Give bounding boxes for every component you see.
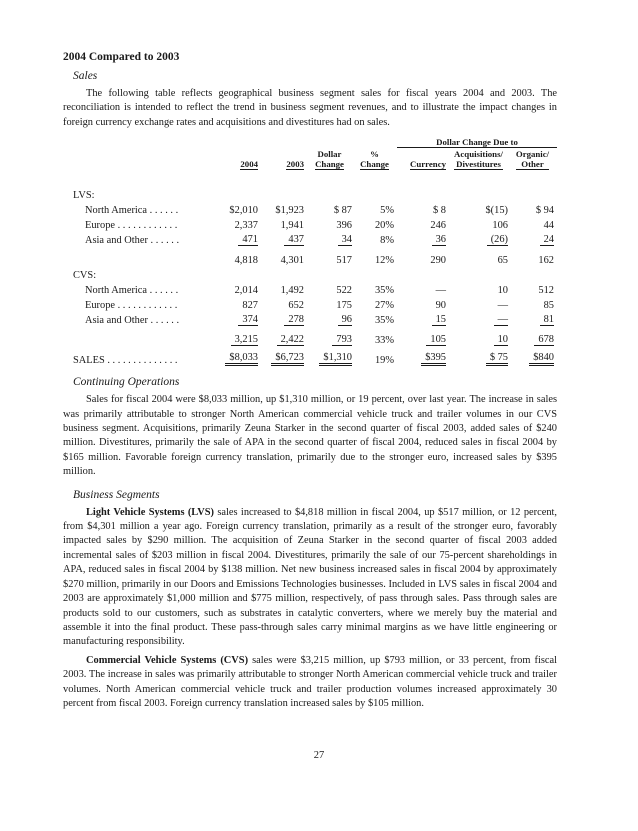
table-total-row bbox=[63, 246, 557, 266]
cell-pct: 19% bbox=[374, 355, 394, 367]
lvs-total-row bbox=[63, 246, 557, 266]
cell-acq: 65 bbox=[497, 255, 508, 267]
cell-dollar: 34 bbox=[307, 231, 355, 246]
table-group-header-row bbox=[63, 137, 557, 149]
cell-pct: 12% bbox=[374, 255, 394, 267]
cell-acq: 10 bbox=[449, 326, 511, 346]
row-label: North America . . . . . . bbox=[85, 205, 179, 217]
section-heading: 2004 Compared to 2003 bbox=[63, 51, 180, 63]
cell-pct: 35% bbox=[374, 315, 394, 327]
cell-pct: 33% bbox=[374, 335, 394, 347]
sales-total-row bbox=[63, 346, 557, 366]
row-label: North America . . . . . . bbox=[85, 285, 179, 297]
page-number: 27 bbox=[313, 750, 325, 761]
cell-dollar: 396 bbox=[336, 220, 352, 232]
cell-dollar: 517 bbox=[336, 255, 352, 267]
lvs-text: sales increased to $4,818 million in fiscal 2004, up $517 million, or 12 percent, from $4,301 million a year ago. Foreign currency translation, primarily as a result of the stronger euro, favorably impacted sales by $290 million. The acquisition of Zeuna Starker in the second quarter of fiscal 2003 added incremental sales of $203 million in fiscal 2004. Divestitures, primarily the sale of our 75-percent shareholdings in APA, reduced sales in fiscal 2004 by $138 million. Net new business increased sales in fiscal 2004 by approximately $270 million, primarily in our Doors and Emissions Technologies businesses. Included in LVS sales in fiscal 2004 and 2003 are approximately $1,000 million and $775 million, respectively, of pass through sales. Pass through sales are products sold to our customers, such as substrates in catalytic converters, where we merely buy the material and assemble it into the final product. These pass-through sales carry minimal margins as we have little engineering or manufacturing responsibility. bbox=[63, 506, 557, 648]
sales-table bbox=[63, 137, 557, 366]
cell-dollar: 793 bbox=[307, 326, 355, 346]
cvs-bold-lead: Commercial Vehicle Systems (CVS) bbox=[86, 654, 249, 666]
col-acquisitions: Acquisitions/ Divestitures bbox=[454, 149, 503, 170]
col-currency: Currency bbox=[410, 159, 446, 170]
cell-acq: $ 75 bbox=[449, 346, 511, 366]
cell-dollar: $1,310 bbox=[307, 346, 355, 366]
cell-v2004: 471 bbox=[211, 231, 261, 246]
table-total-row bbox=[63, 346, 557, 366]
cell-v2003: 437 bbox=[261, 231, 307, 246]
row-label: Asia and Other . . . . . . bbox=[85, 235, 180, 247]
cell-acq: — bbox=[497, 300, 508, 312]
cell-v2003: $1,923 bbox=[275, 205, 304, 217]
cell-currency: 105 bbox=[397, 326, 449, 346]
cell-v2004: 827 bbox=[242, 300, 258, 312]
table-header-row bbox=[63, 149, 557, 171]
cell-dollar: $ 87 bbox=[333, 205, 352, 217]
cell-v2003: 2,422 bbox=[261, 326, 307, 346]
row-label bbox=[63, 326, 211, 346]
cell-pct: 27% bbox=[374, 300, 394, 312]
row-label: SALES . . . . . . . . . . . . . . bbox=[73, 355, 178, 367]
cell-v2004: 2,014 bbox=[234, 285, 258, 297]
cvs-total-row bbox=[63, 326, 557, 346]
cell-pct: 8% bbox=[380, 235, 394, 247]
table-row bbox=[63, 201, 557, 216]
lvs-bold-lead: Light Vehicle Systems (LVS) bbox=[86, 506, 215, 518]
continuing-paragraph: Sales for fiscal 2004 were $8,033 million, up $1,310 million, or 19 percent, over last year. The increase in sales was primarily attributable to stronger North American commercial vehicle truck and trailer volumes in our CVS business segment. Acquisitions, primarily Zeuna Starker in the second quarter of fiscal 2003, added sales of $240 million. Divestitures, primarily the sale of APA in the second quarter of fiscal 2004, reduced sales in fiscal 2004 by $165 million. Favorable foreign currency translation, primarily due to the stronger euro, increased sales by $395 million. bbox=[63, 394, 557, 478]
cell-org: 512 bbox=[538, 285, 554, 297]
cell-org: 24 bbox=[511, 231, 557, 246]
cvs-rows bbox=[63, 281, 557, 326]
cell-currency: $ 8 bbox=[433, 205, 446, 217]
cell-currency: 90 bbox=[435, 300, 446, 312]
cell-pct: 35% bbox=[374, 285, 394, 297]
cell-pct: 5% bbox=[380, 205, 394, 217]
col-organic: Organic/ Other bbox=[515, 149, 550, 170]
cell-org: 44 bbox=[543, 220, 554, 232]
row-label: Europe . . . . . . . . . . . . bbox=[85, 220, 178, 232]
group-header: Dollar Change Due to bbox=[397, 137, 557, 149]
cell-acq: 106 bbox=[492, 220, 508, 232]
cell-v2004: 374 bbox=[211, 311, 261, 326]
sales-heading: Sales bbox=[73, 70, 98, 82]
lvs-rows bbox=[63, 201, 557, 246]
col-dollar-change: Dollar Change bbox=[315, 149, 344, 170]
table-total-row bbox=[63, 326, 557, 346]
col-2003: 2003 bbox=[286, 159, 304, 170]
cell-currency: 36 bbox=[397, 231, 449, 246]
table-row bbox=[63, 281, 557, 296]
cell-dollar: 175 bbox=[336, 300, 352, 312]
cell-org: $840 bbox=[511, 346, 557, 366]
cell-currency: — bbox=[435, 285, 446, 297]
cell-acq: — bbox=[449, 311, 511, 326]
table-row bbox=[63, 216, 557, 231]
cell-currency: 15 bbox=[397, 311, 449, 326]
segments-heading: Business Segments bbox=[73, 488, 160, 501]
lvs-label-row bbox=[63, 186, 557, 201]
cell-v2003: $6,723 bbox=[261, 346, 307, 366]
row-label bbox=[63, 246, 211, 266]
cvs-label-row bbox=[63, 266, 557, 281]
cell-org: 678 bbox=[511, 326, 557, 346]
cvs-text: sales were $3,215 million, up $793 million, or 33 percent, from fiscal 2003. The increase in sales was primarily attributable to stronger North American commercial vehicle truck and trailer volumes. North American commercial vehicle truck and trailer production volumes increased approximately 30 percent from fiscal 2003. Foreign currency translation increased sales by $105 million. bbox=[63, 654, 557, 709]
cell-dollar: 522 bbox=[336, 285, 352, 297]
segment-label: LVS: bbox=[73, 190, 95, 202]
lvs-paragraph bbox=[63, 506, 557, 650]
cell-v2003: 4,301 bbox=[280, 255, 304, 267]
cell-v2004: 4,818 bbox=[234, 255, 258, 267]
cell-v2003: 1,941 bbox=[280, 220, 304, 232]
cell-v2003: 278 bbox=[261, 311, 307, 326]
cell-currency: $395 bbox=[397, 346, 449, 366]
table-row bbox=[63, 311, 557, 326]
cell-v2004: $8,033 bbox=[211, 346, 261, 366]
continuing-heading: Continuing Operations bbox=[73, 376, 180, 389]
document-page bbox=[63, 50, 557, 711]
cell-v2003: 1,492 bbox=[280, 285, 304, 297]
cell-acq: 10 bbox=[497, 285, 508, 297]
cell-dollar: 96 bbox=[307, 311, 355, 326]
row-label: Asia and Other . . . . . . bbox=[85, 315, 180, 327]
table-row bbox=[63, 231, 557, 246]
cell-v2003: 652 bbox=[288, 300, 304, 312]
intro-paragraph: The following table reflects geographical business segment sales for fiscal years 2004 and 2003. The reconciliation is intended to reflect the trend in business segment revenues, and to illustrate the impact changes in foreign currency exchange rates and acquisitions and divestitures had on sales. bbox=[63, 88, 557, 128]
cell-org: 81 bbox=[511, 311, 557, 326]
cell-pct: 20% bbox=[374, 220, 394, 232]
cell-v2004: $2,010 bbox=[229, 205, 258, 217]
segment-label: CVS: bbox=[73, 270, 97, 282]
cell-org: 162 bbox=[538, 255, 554, 267]
col-2004: 2004 bbox=[240, 159, 258, 170]
cell-v2004: 3,215 bbox=[211, 326, 261, 346]
cell-acq: $(15) bbox=[485, 205, 508, 217]
table-row bbox=[63, 296, 557, 311]
cell-org: $ 94 bbox=[535, 205, 554, 217]
cell-acq: (26) bbox=[449, 231, 511, 246]
col-pct-change: % Change bbox=[360, 149, 389, 170]
cell-currency: 246 bbox=[430, 220, 446, 232]
cell-org: 85 bbox=[543, 300, 554, 312]
row-label: Europe . . . . . . . . . . . . bbox=[85, 300, 178, 312]
cell-currency: 290 bbox=[430, 255, 446, 267]
cvs-paragraph bbox=[63, 654, 557, 712]
cell-v2004: 2,337 bbox=[234, 220, 258, 232]
